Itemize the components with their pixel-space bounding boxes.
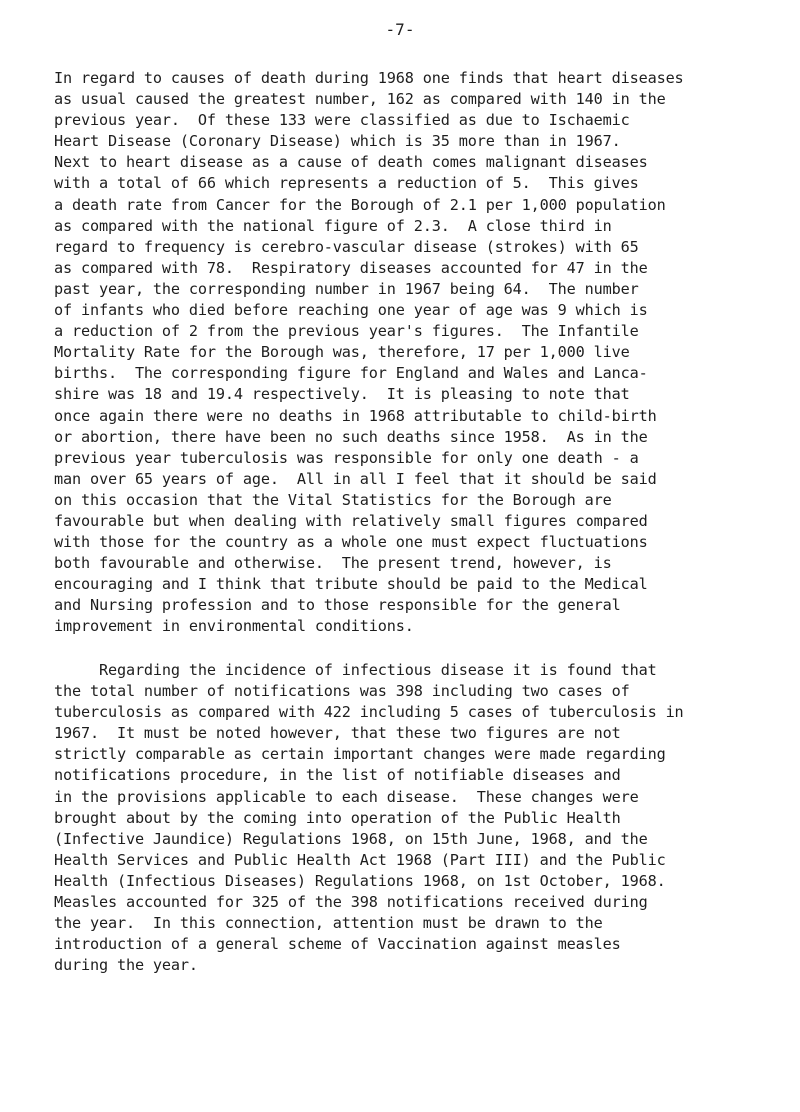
text-line: (Infective Jaundice) Regulations 1968, on 15th June, 1968, and the — [54, 829, 648, 848]
text-line: Regarding the incidence of infectious disease it is found that — [54, 661, 657, 679]
text-line: both favourable and otherwise. The present trend, however, is — [54, 554, 612, 573]
text-line: the year. In this connection, attention must be drawn to the — [54, 914, 603, 933]
text-line: previous year tuberculosis was responsible for only one death - a — [54, 448, 639, 467]
paragraph-infectious-disease — [54, 660, 794, 976]
text-line: past year, the corresponding number in 1967 being 64. The number — [54, 279, 639, 298]
text-line: improvement in environmental conditions. — [54, 617, 414, 636]
page-number: -7- — [385, 20, 415, 39]
text-line: and Nursing profession and to those responsible for the general — [54, 596, 621, 615]
text-line: Mortality Rate for the Borough was, therefore, 17 per 1,000 live — [54, 343, 630, 362]
text-line: a reduction of 2 from the previous year's figures. The Infantile — [54, 322, 639, 341]
text-line: strictly comparable as certain important changes were made regarding — [54, 745, 666, 764]
text-line: once again there were no deaths in 1968 attributable to child-birth — [54, 406, 657, 425]
text-line: brought about by the coming into operation of the Public Health — [54, 808, 621, 827]
text-line: tuberculosis as compared with 422 including 5 cases of tuberculosis in — [54, 703, 684, 722]
text-line: with a total of 66 which represents a reduction of 5. This gives — [54, 174, 639, 193]
text-line: shire was 18 and 19.4 respectively. It is pleasing to note that — [54, 385, 630, 404]
text-line: as compared with the national figure of 2.3. A close third in — [54, 216, 612, 235]
text-line: with those for the country as a whole one must expect fluctuations — [54, 533, 648, 552]
text-line: in the provisions applicable to each disease. These changes were — [54, 787, 639, 806]
text-line: as usual caused the greatest number, 162 as compared with 140 in the — [54, 90, 666, 109]
text-line: man over 65 years of age. All in all I feel that it should be said — [54, 469, 657, 488]
text-line: encouraging and I think that tribute should be paid to the Medical — [54, 575, 648, 594]
text-line: the total number of notifications was 398 including two cases of — [54, 682, 630, 701]
text-line: births. The corresponding figure for England and Wales and Lanca- — [54, 364, 648, 383]
text-line: Health (Infectious Diseases) Regulations 1968, on 1st October, 1968. — [54, 871, 666, 890]
text-line: Health Services and Public Health Act 1968 (Part III) and the Public — [54, 850, 666, 869]
text-line: a death rate from Cancer for the Borough of 2.1 per 1,000 population — [54, 195, 666, 214]
text-line: Measles accounted for 325 of the 398 notifications received during — [54, 893, 648, 912]
text-line: previous year. Of these 133 were classified as due to Ischaemic — [54, 111, 630, 130]
text-line: Heart Disease (Coronary Disease) which is 35 more than in 1967. — [54, 132, 621, 151]
text-line: introduction of a general scheme of Vaccination against measles — [54, 935, 621, 954]
text-line: regard to frequency is cerebro-vascular disease (strokes) with 65 — [54, 237, 639, 256]
text-line: or abortion, there have been no such deaths since 1958. As in the — [54, 427, 648, 446]
text-line: as compared with 78. Respiratory diseases accounted for 47 in the — [54, 258, 648, 277]
text-line: favourable but when dealing with relatively small figures compared — [54, 511, 648, 530]
text-line: of infants who died before reaching one year of age was 9 which is — [54, 301, 648, 320]
text-line: In regard to causes of death during 1968 one finds that heart diseases — [54, 69, 684, 87]
text-line: 1967. It must be noted however, that these two figures are not — [54, 724, 621, 743]
text-line: notifications procedure, in the list of notifiable diseases and — [54, 766, 621, 785]
text-line: during the year. — [54, 956, 198, 975]
text-line: on this occasion that the Vital Statistics for the Borough are — [54, 490, 612, 509]
paragraph-causes-of-death — [54, 68, 794, 638]
text-line: Next to heart disease as a cause of death comes malignant diseases — [54, 153, 648, 172]
